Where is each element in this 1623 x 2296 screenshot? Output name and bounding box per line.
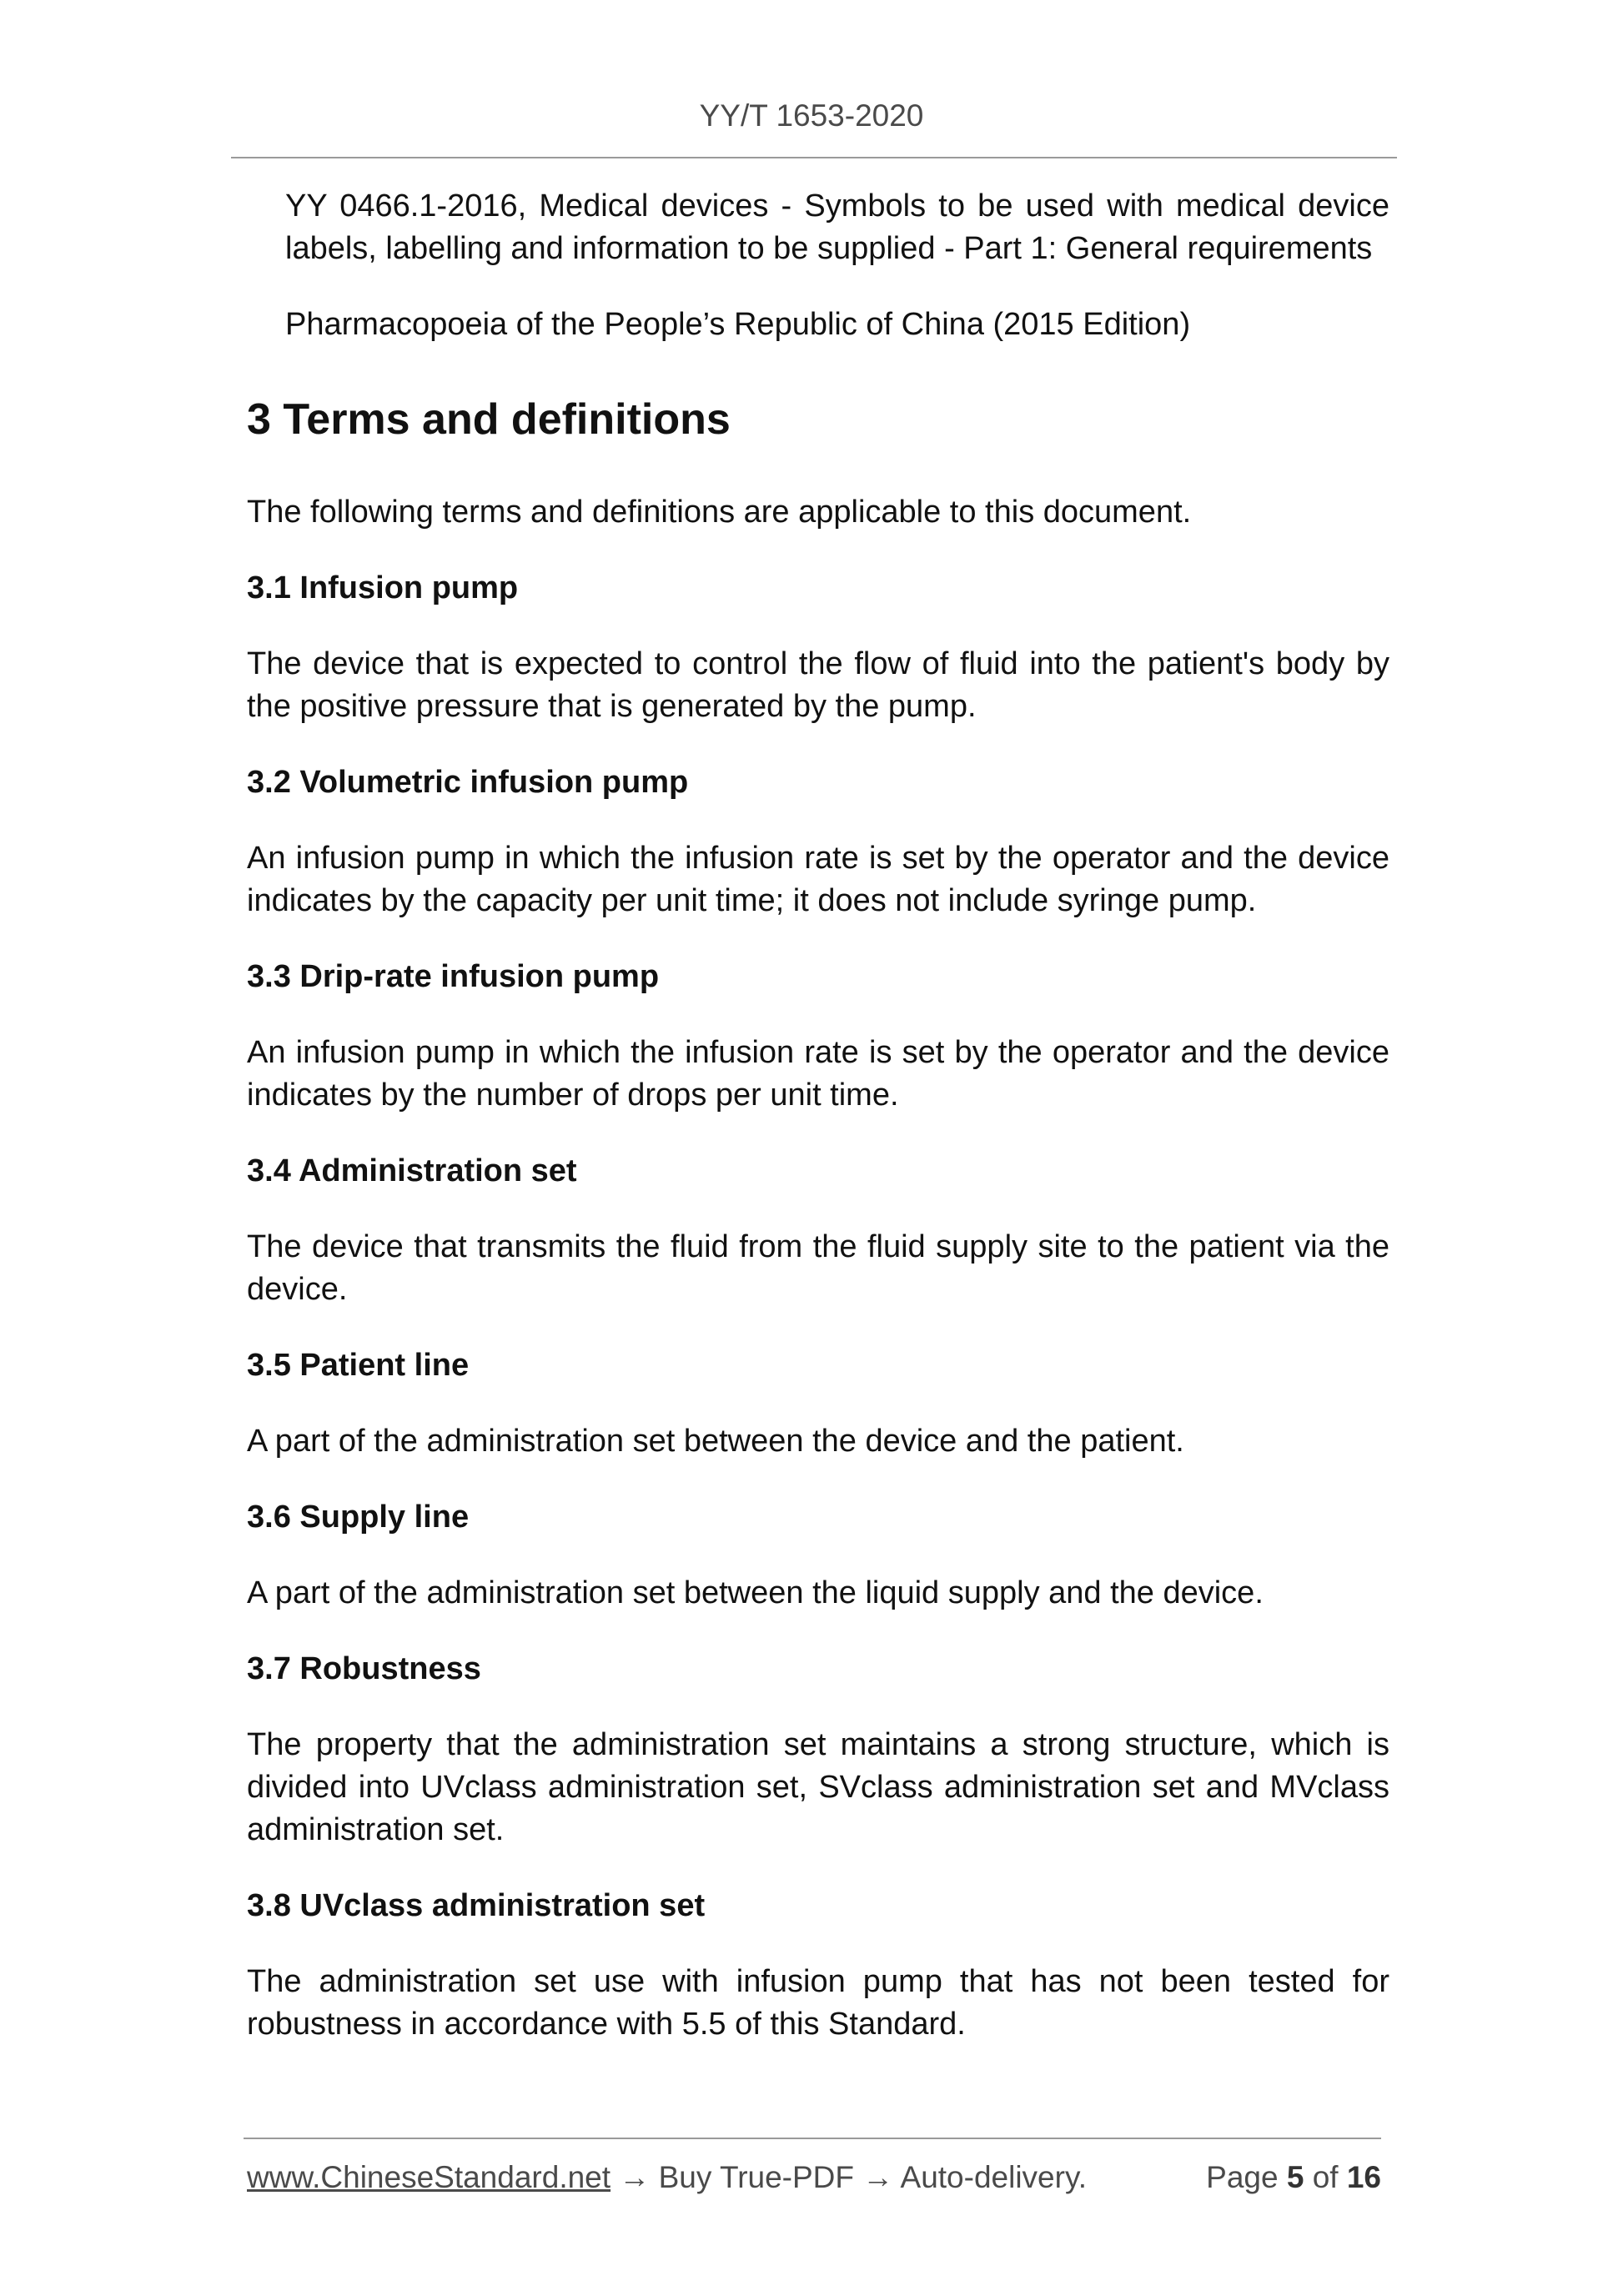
term-title-3-3: 3.3 Drip-rate infusion pump: [247, 959, 660, 994]
term-title-3-4: 3.4 Administration set: [247, 1153, 577, 1188]
chinesestandard-link[interactable]: www.ChineseStandard.net: [247, 2160, 611, 2194]
header-divider: [231, 157, 1397, 158]
page-label: Page: [1206, 2160, 1279, 2194]
footer-divider: [244, 2138, 1381, 2139]
page-of-label: of: [1312, 2160, 1339, 2194]
page-current: 5: [1286, 2160, 1304, 2194]
term-title-3-5: 3.5 Patient line: [247, 1348, 470, 1383]
page-content: [247, 185, 1389, 2079]
page-indicator: [1206, 2160, 1381, 2195]
term-title-3-7: 3.7 Robustness: [247, 1651, 481, 1686]
doc-number-header: YY/T 1653-2020: [699, 98, 924, 133]
reference-yy0466: YY 0466.1-2016, Medical devices - Symbols to be used with medical device labels, labelling and information to be supplied - Part 1: General requirements: [285, 188, 1389, 266]
term-title-3-2: 3.2 Volumetric infusion pump: [247, 765, 689, 800]
page-total: 16: [1346, 2160, 1381, 2194]
term-definition-3-3: An infusion pump in which the infusion rate is set by the operator and the device indicates by the number of drops per unit time.: [247, 1035, 1389, 1113]
term-definition-3-1: The device that is expected to control the flow of fluid into the patient's body by the positive pressure that is generated by the pump.: [247, 646, 1389, 724]
reference-pharmacopoeia: Pharmacopoeia of the People’s Republic of China (2015 Edition): [285, 307, 1191, 342]
term-title-3-8: 3.8 UVclass administration set: [247, 1888, 706, 1923]
term-title-3-1: 3.1 Infusion pump: [247, 570, 519, 605]
section-title: 3 Terms and definitions: [247, 395, 731, 444]
term-title-3-6: 3.6 Supply line: [247, 1500, 470, 1535]
section-intro: The following terms and definitions are applicable to this document.: [247, 495, 1192, 530]
term-definition-3-4: The device that transmits the fluid from the fluid supply site to the patient via the device.: [247, 1229, 1389, 1307]
term-definition-3-5: A part of the administration set between the device and the patient.: [247, 1424, 1184, 1459]
term-definition-3-6: A part of the administration set between the liquid supply and the device.: [247, 1575, 1264, 1610]
term-definition-3-2: An infusion pump in which the infusion rate is set by the operator and the device indicates by the capacity per unit time; it does not include syringe pump.: [247, 841, 1389, 918]
term-definition-3-8: The administration set use with infusion pump that has not been tested for robustness in accordance with 5.5 of this Standard.: [247, 1964, 1389, 2042]
footer-promo-text: → Buy True-PDF → Auto-delivery.: [611, 2160, 1087, 2194]
footer: [247, 2160, 1381, 2195]
term-definition-3-7: The property that the administration set maintains a strong structure, which is divided into UVclass administration set, SVclass administration set and MVclass administration set.: [247, 1727, 1389, 1847]
